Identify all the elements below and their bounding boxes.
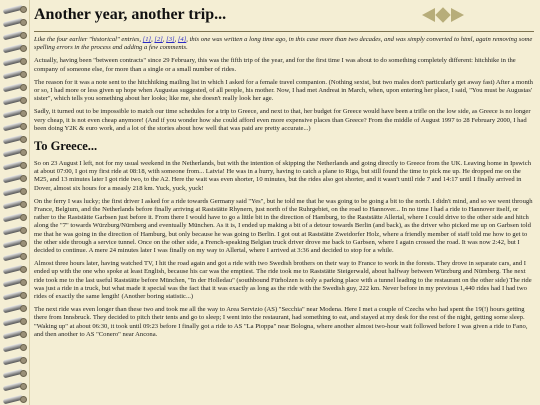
- binding-ring: [3, 290, 27, 301]
- ring-hole: [20, 149, 27, 156]
- binding-ring: [3, 160, 27, 171]
- ring-hole: [20, 279, 27, 286]
- intro-paragraph: Like the four earlier "historical" entries, [1], [2], [3], [4], this one was written a long time ago, in this case more than two decades, and was simply converted to html, again removing some spelling errors in the process and adding a few comments.: [34, 36, 533, 52]
- page-header: [34, 4, 534, 30]
- ring-hole: [20, 227, 27, 234]
- history-link-2[interactable]: [2]: [154, 36, 163, 43]
- spiral-binding: [0, 0, 30, 405]
- binding-ring: [3, 30, 27, 41]
- history-link-3[interactable]: [3]: [166, 36, 175, 43]
- section-heading: To Greece...: [34, 139, 98, 154]
- binding-ring: [3, 394, 27, 405]
- body-paragraph: Actually, having been "between contracts" since 29 February, this was the fifth trip of the year, and for the first time I was about to do something completely different: hitchhike in the company of someone else, for more than a single or a small number of rides.: [34, 57, 516, 73]
- ring-hole: [20, 331, 27, 338]
- ring-hole: [20, 305, 27, 312]
- right-arrow-icon[interactable]: [451, 8, 464, 22]
- ring-hole: [20, 123, 27, 130]
- binding-ring: [3, 316, 27, 327]
- ring-hole: [20, 344, 27, 351]
- binding-ring: [3, 225, 27, 236]
- ring-hole: [20, 357, 27, 364]
- binding-ring: [3, 17, 27, 28]
- binding-ring: [3, 381, 27, 392]
- page-navigation: [422, 8, 464, 22]
- ring-hole: [20, 45, 27, 52]
- ring-hole: [20, 266, 27, 273]
- ring-hole: [20, 162, 27, 169]
- ring-hole: [20, 71, 27, 78]
- binding-ring: [3, 342, 27, 353]
- ring-hole: [20, 253, 27, 260]
- binding-ring: [3, 134, 27, 145]
- ring-hole: [20, 58, 27, 65]
- body-paragraph: On the ferry I was lucky; the first driver I asked for a ride towards Germany said "Yes", but he told me that he was going to be going a bit to the north. I didn't mind, and so we went through France, Belgium, and the Netherlands before finally arriving at Raststätte Rhynern, just north of the Ruhrgebiet, on the road to Hannover... In no time I had a ride to Hannover itself, or rather to the Raststätte Garbsen just before it. From there I would have to go a little bit in the direction of Hamburg, to the Raststätte Allertal, where I could drive to the other side and hitch along the "7" towards Würzburg/Nürnberg and eventually München. As it is, I ended up making a bit of a detour towards Berlin (and back), as the driver who picked me up on Garbsen told me that he was going in the direction of Hamburg, but only because he was going to Berlin. I got out at Raststätte Zweidorfer Holz, where a friendly member of staff told me how to get to the other side through a service tunnel. Once on the other side, a French-speaking Belgian truck driver drove me back to Garbsen, where I again crossed the road. It was now 2:42, but I decided to continue. A mere 24 minutes later I was finally on my way to Allertal, where I arrived at 3:36 and decided to stop for a while.: [34, 197, 533, 255]
- ring-hole: [20, 110, 27, 117]
- binding-ring: [3, 43, 27, 54]
- binding-ring: [3, 82, 27, 93]
- binding-ring: [3, 368, 27, 379]
- body-paragraph: The next ride was even longer than these two and took me all the way to Area Servizio (AS) "Secchia" near Modena. Here I met a couple of Czechs who had spent the 19(!) hours getting there from Innsbruck. They decided to pitch their tents and go to sleep; I went into the restaurant, had something to eat, and stayed at my desk for the rest of the night, getting some sleep. "Waking up" at about 06:30, it took until 09:23 before I finally got a ride to AS "La Pioppa" near Bologna, where another almost two-hour wait followed before I was given a ride to Fano, and then another to AS "Conero" near Ancona.: [34, 306, 528, 338]
- ring-hole: [20, 396, 27, 403]
- body-paragraph: So on 23 August I left, not for my usual weekend in the Netherlands, but with the intention of skipping the Netherlands and going directly to Greece from the UK. Leaving home in Ipswich at about 07:00, I got my first ride at 08:18, with someone from... Latvia! He was in a hurry, having to catch a plane to Riga, but still found the time to pick me up. He dropped me on the M25, and 13 minutes later I got ride two, to the A2. Here the wait was even shorter, 10 minutes, but the rides also got shorter, and it wasn't until ride 7 and 14:17 until I finally arrived in Dover, almost six hours for a measly 218 km. Yuck, yuck, yuck!: [34, 160, 531, 192]
- page-content: [34, 0, 534, 405]
- body-paragraph: Sadly, it turned out to be impossible to match our time schedules for a trip to Greece, and next to that, her budget for Greece would have been a trifle on the low side, as Greece is no longer very cheap, it is not even cheap anymore! (And if you wonder how she could afford even more expensive places than Greece? From the middle of August 1997 to 28 February 2000, I had been doing Y2K & euro work, and a lot of the stories about how well that was paid are pretty accurate...): [34, 108, 531, 132]
- binding-ring: [3, 264, 27, 275]
- ring-hole: [20, 318, 27, 325]
- binding-ring: [3, 69, 27, 80]
- ring-hole: [20, 383, 27, 390]
- binding-ring: [3, 355, 27, 366]
- binding-ring: [3, 56, 27, 67]
- history-link-4[interactable]: [4]: [177, 36, 187, 43]
- left-arrow-icon[interactable]: [422, 8, 435, 22]
- title-divider: [34, 31, 534, 32]
- binding-ring: [3, 303, 27, 314]
- binding-ring: [3, 173, 27, 184]
- ring-hole: [20, 240, 27, 247]
- ring-hole: [20, 32, 27, 39]
- binding-ring: [3, 108, 27, 119]
- ring-hole: [20, 6, 27, 13]
- ring-hole: [20, 188, 27, 195]
- binding-ring: [3, 4, 27, 15]
- body-paragraph: The reason for it was a note sent to the hitchhiking mailing list in which I asked for a female travel companion. (Nothing sexist, but two males don't particularly get away fast) After a month or so, I had more or less given up hope when Augustas suggested, of all people, his mother. Now, I had met Andreai in March, when, upon entering her place, I said, "You must be Augustas' sister", which tells you something about her looks; like me, she doesn't really look her age.: [34, 78, 533, 103]
- binding-ring: [3, 251, 27, 262]
- ring-hole: [20, 370, 27, 377]
- ring-hole: [20, 84, 27, 91]
- ring-hole: [20, 214, 27, 221]
- binding-ring: [3, 147, 27, 158]
- ring-hole: [20, 97, 27, 104]
- binding-ring: [3, 212, 27, 223]
- ring-hole: [20, 175, 27, 182]
- binding-ring: [3, 277, 27, 288]
- history-link-1[interactable]: [1]: [142, 36, 152, 43]
- ring-hole: [20, 292, 27, 299]
- binding-ring: [3, 121, 27, 132]
- binding-ring: [3, 95, 27, 106]
- binding-ring: [3, 329, 27, 340]
- ring-hole: [20, 19, 27, 26]
- diamond-icon[interactable]: [435, 7, 450, 22]
- binding-ring: [3, 238, 27, 249]
- ring-hole: [20, 136, 27, 143]
- page-title: Another year, another trip...: [34, 6, 227, 23]
- binding-ring: [3, 186, 27, 197]
- binding-ring: [3, 199, 27, 210]
- ring-hole: [20, 201, 27, 208]
- body-paragraph: Almost three hours later, having watched TV, I hit the road again and got a ride with two Swedish brothers on their way to France to work in the forests. They drove in separate cars, and I ended up with the one who spoke at least English, because his car was the emptiest. The ride took me to Raststätte Steigerwald, about halfway between Würzburg and Nürnberg. The next ride took me to the last useful Raststätte before München, "In der Holledau" (southbound Fürholzen is only a parking place with a tunnel leading to the restaurant on the other side) The ride was just a ride in a truck, but what made it special was the fact that it was exactly as long as the ride with the Swedish guy, 222 km. Never before in my previous 1,440 rides had I had two rides of exactly the same length! (Another boring statistic...): [34, 260, 532, 301]
